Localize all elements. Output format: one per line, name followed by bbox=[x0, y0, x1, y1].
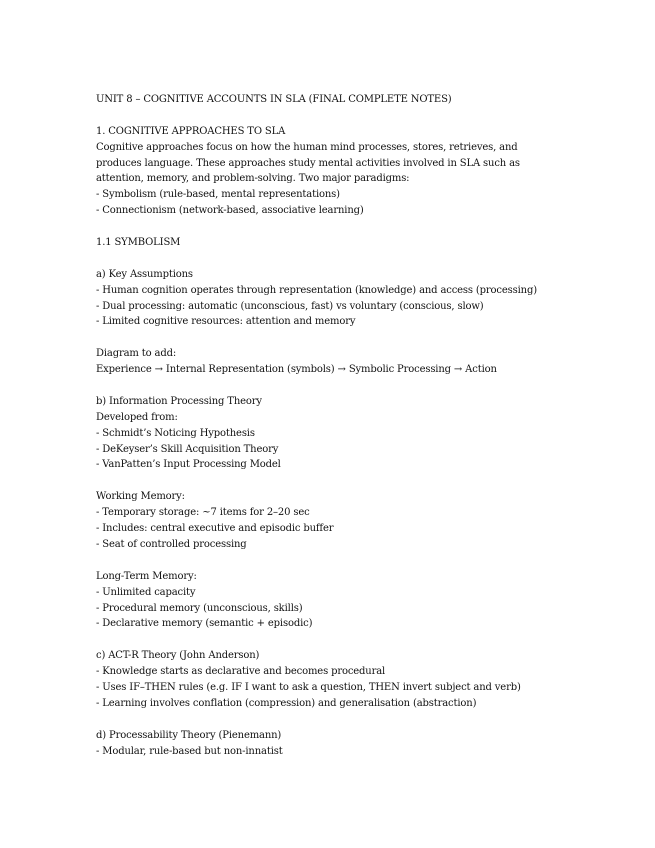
document-title: UNIT 8 – COGNITIVE ACCOUNTS IN SLA (FINAL COMPLETE NOTES) bbox=[96, 94, 452, 105]
spacer bbox=[96, 473, 636, 489]
spacer bbox=[96, 330, 636, 346]
list-item: - Knowledge starts as declarative and becomes procedural bbox=[96, 666, 386, 678]
list-item: - Limited cognitive resources: attention and memory bbox=[96, 316, 356, 328]
spacer bbox=[96, 251, 636, 267]
list-item: - Declarative memory (semantic + episodic) bbox=[96, 618, 313, 630]
spacer bbox=[96, 632, 636, 648]
spacer bbox=[96, 553, 636, 569]
section-1-paragraph-line: Cognitive approaches focus on how the human mind processes, stores, retrieves, and bbox=[96, 141, 518, 153]
list-item: - Modular, rule-based but non-innatist bbox=[96, 745, 283, 757]
working-memory-heading: Working Memory: bbox=[96, 491, 185, 503]
long-term-memory-heading: Long-Term Memory: bbox=[96, 570, 197, 582]
act-r-heading: c) ACT-R Theory (John Anderson) bbox=[96, 650, 260, 662]
paradigm-item-symbolism: - Symbolism (rule-based, mental representations) bbox=[96, 189, 340, 201]
spacer bbox=[96, 108, 636, 124]
list-item: - Procedural memory (unconscious, skills) bbox=[96, 602, 303, 614]
document-page bbox=[96, 92, 636, 759]
key-assumptions-heading: a) Key Assumptions bbox=[96, 268, 193, 280]
list-item: - VanPatten’s Input Processing Model bbox=[96, 459, 281, 471]
section-1-1-heading: 1.1 SYMBOLISM bbox=[96, 237, 181, 249]
section-1-heading: 1. COGNITIVE APPROACHES TO SLA bbox=[96, 125, 286, 137]
list-item: - Includes: central executive and episodic buffer bbox=[96, 523, 334, 535]
section-1-paragraph-line: produces language. These approaches study mental activities involved in SLA such as bbox=[96, 157, 520, 169]
diagram-flow: Experience → Internal Representation (symbols) → Symbolic Processing → Action bbox=[96, 364, 497, 376]
spacer bbox=[96, 712, 636, 728]
processability-heading: d) Processability Theory (Pienemann) bbox=[96, 729, 282, 741]
spacer bbox=[96, 378, 636, 394]
list-item: - Learning involves conflation (compression) and generalisation (abstraction) bbox=[96, 697, 477, 709]
paradigm-item-connectionism: - Connectionism (network-based, associative learning) bbox=[96, 205, 364, 217]
list-item: - Human cognition operates through representation (knowledge) and access (processing) bbox=[96, 284, 537, 296]
section-1-paragraph-line: attention, memory, and problem-solving. Two major paradigms: bbox=[96, 173, 410, 185]
list-item: - Seat of controlled processing bbox=[96, 538, 247, 550]
info-processing-heading: b) Information Processing Theory bbox=[96, 395, 262, 407]
diagram-label: Diagram to add: bbox=[96, 348, 177, 360]
list-item: - Schmidt’s Noticing Hypothesis bbox=[96, 427, 255, 439]
list-item: - DeKeyser’s Skill Acquisition Theory bbox=[96, 443, 279, 455]
developed-from-label: Developed from: bbox=[96, 411, 178, 423]
list-item: - Unlimited capacity bbox=[96, 586, 196, 598]
list-item: - Dual processing: automatic (unconscious, fast) vs voluntary (conscious, slow) bbox=[96, 300, 484, 312]
list-item: - Temporary storage: ~7 items for 2–20 sec bbox=[96, 507, 310, 519]
list-item: - Uses IF–THEN rules (e.g. IF I want to ask a question, THEN invert subject and verb) bbox=[96, 681, 521, 693]
spacer bbox=[96, 219, 636, 235]
